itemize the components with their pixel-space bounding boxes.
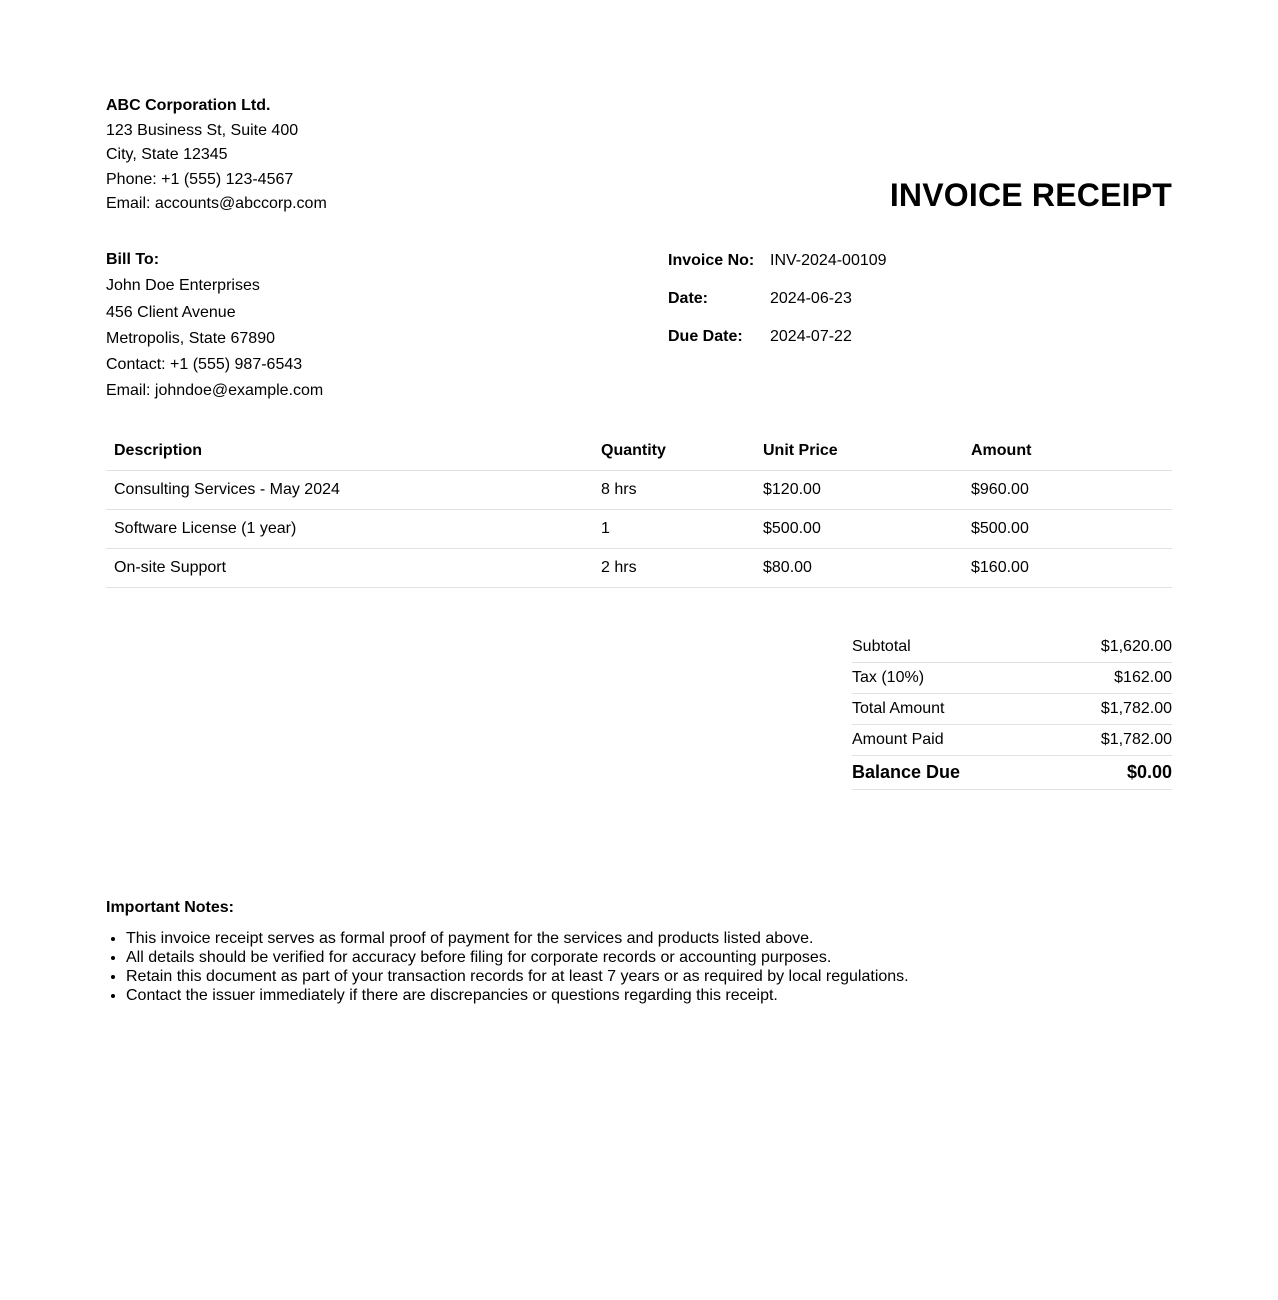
cell-description: Consulting Services - May 2024 <box>106 471 593 510</box>
cell-unit-price: $500.00 <box>755 510 963 549</box>
table-row <box>106 510 1172 549</box>
note-item: • All details should be verified for accuracy before filing for corporate records or accounting purposes. <box>126 948 909 967</box>
total-amount-label: Total Amount <box>852 700 945 717</box>
balance-due-row <box>852 756 1172 790</box>
company-address-line-1: 123 Business St, Suite 400 <box>106 121 299 139</box>
total-amount-row <box>852 694 1172 725</box>
company-name: ABC Corporation Ltd. <box>106 97 271 114</box>
header-description: Description <box>106 432 593 471</box>
balance-due-label: Balance Due <box>852 762 961 782</box>
company-phone: Phone: +1 (555) 123-4567 <box>106 170 294 188</box>
invoice-date-label: Date: <box>668 290 709 307</box>
cell-quantity: 8 hrs <box>593 471 755 510</box>
bill-to-section <box>106 247 323 405</box>
subtotal-value: $1,620.00 <box>1100 638 1172 655</box>
amount-paid-value: $1,782.00 <box>1100 731 1172 748</box>
balance-due-value: $0.00 <box>1126 762 1172 782</box>
tax-row <box>852 663 1172 694</box>
header-quantity: Quantity <box>593 432 755 471</box>
due-date-value: 2024-07-22 <box>770 328 852 345</box>
cell-amount: $160.00 <box>963 549 1172 588</box>
table-header-row <box>106 432 1172 471</box>
tax-value: $162.00 <box>1114 669 1172 686</box>
amount-paid-row <box>852 725 1172 756</box>
header-unit-price: Unit Price <box>755 432 963 471</box>
invoice-date-row <box>668 290 887 328</box>
client-contact: Contact: +1 (555) 987-6543 <box>106 356 303 374</box>
cell-amount: $500.00 <box>963 510 1172 549</box>
cell-quantity: 1 <box>593 510 755 549</box>
subtotal-label: Subtotal <box>852 638 911 655</box>
notes-label: Important Notes: <box>106 899 234 916</box>
note-item: • Retain this document as part of your transaction records for at least 7 years or as required by local regulations. <box>126 967 909 986</box>
company-email: Email: accounts@abccorp.com <box>106 195 327 213</box>
invoice-date-value: 2024-06-23 <box>770 290 852 307</box>
line-items-table <box>106 432 1172 588</box>
client-name: John Doe Enterprises <box>106 277 260 295</box>
totals-summary <box>852 632 1172 790</box>
bill-to-label: Bill To: <box>106 251 160 268</box>
table-row <box>106 549 1172 588</box>
cell-description: On-site Support <box>106 549 593 588</box>
tax-label: Tax (10%) <box>852 669 925 686</box>
cell-description: Software License (1 year) <box>106 510 593 549</box>
invoice-meta <box>668 252 887 366</box>
invoice-number-label: Invoice No: <box>668 252 755 269</box>
client-email: Email: johndoe@example.com <box>106 382 324 400</box>
client-address-line-1: 456 Client Avenue <box>106 303 236 321</box>
subtotal-row <box>852 632 1172 663</box>
due-date-row <box>668 328 887 366</box>
table-row <box>106 471 1172 510</box>
note-item: • This invoice receipt serves as formal proof of payment for the services and products listed above. <box>126 929 909 948</box>
header-amount: Amount <box>963 432 1172 471</box>
company-info <box>106 94 327 217</box>
note-item: • Contact the issuer immediately if there are discrepancies or questions regarding this receipt. <box>126 986 909 1005</box>
company-address-line-2: City, State 12345 <box>106 146 228 164</box>
document-title: INVOICE RECEIPT <box>889 177 1172 213</box>
cell-quantity: 2 hrs <box>593 549 755 588</box>
due-date-label: Due Date: <box>668 328 743 345</box>
invoice-number-row <box>668 252 887 290</box>
client-address-line-2: Metropolis, State 67890 <box>106 329 275 347</box>
notes-list <box>106 929 909 1005</box>
total-amount-value: $1,782.00 <box>1100 700 1172 717</box>
cell-unit-price: $120.00 <box>755 471 963 510</box>
cell-amount: $960.00 <box>963 471 1172 510</box>
amount-paid-label: Amount Paid <box>852 731 944 748</box>
cell-unit-price: $80.00 <box>755 549 963 588</box>
important-notes <box>106 899 909 1005</box>
invoice-number-value: INV-2024-00109 <box>770 252 887 269</box>
